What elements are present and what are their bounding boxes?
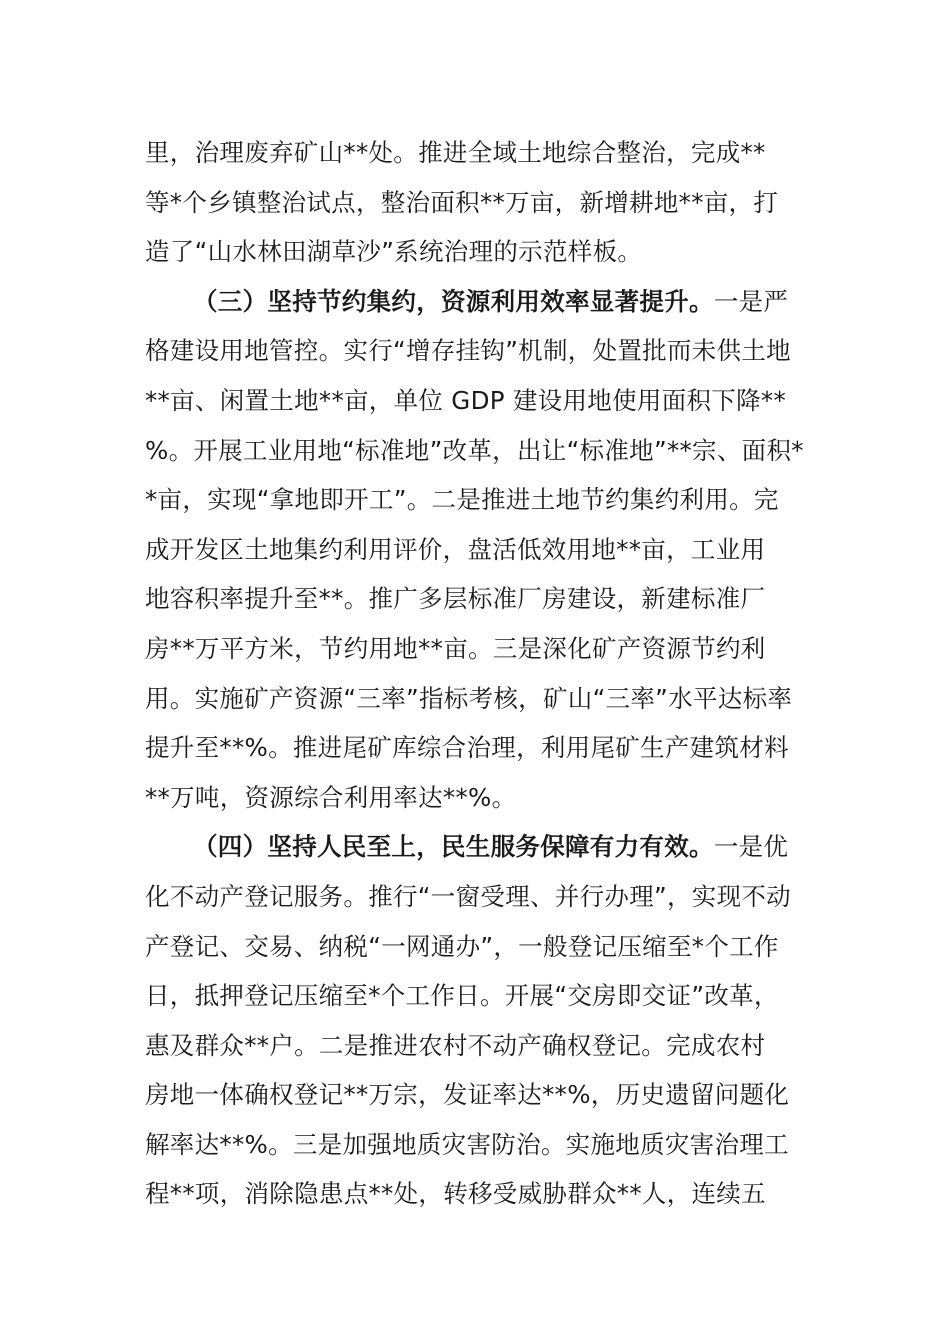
paragraph-line: 解率达**%。三是加强地质灾害防治。实施地质灾害治理工: [145, 1129, 789, 1159]
paragraph-line: 程**项，消除隐患点**处，转移受威胁群众**人，连续五: [145, 1179, 766, 1209]
paragraph-line: 房**万平方米，节约用地**亩。三是深化矿产资源节约利: [145, 633, 766, 663]
paragraph-line: **亩、闲置土地**亩，单位 GDP 建设用地使用面积下降**: [145, 385, 786, 415]
section-four-first-line-rest: 一是优: [713, 832, 789, 862]
paragraph-line: 里，治理废弃矿山**处。推进全域土地综合整治，完成**: [145, 138, 766, 167]
paragraph-line: 地容积率提升至**。推广多层标准厂房建设，新建标准厂: [145, 584, 766, 614]
paragraph-line: 惠及群众**户。二是推进农村不动产确权登记。完成农村: [145, 1030, 766, 1060]
paragraph-line: 造了“山水林田湖草沙”系统治理的示范样板。: [145, 237, 643, 267]
paragraph-line: 提升至**%。推进尾矿库综合治理，利用尾矿生产建筑材料: [145, 733, 789, 763]
paragraph-line: 格建设用地管控。实行“增存挂钩”机制，处置批而未供土地: [145, 336, 791, 366]
document-body: [145, 128, 810, 1219]
paragraph-line: 产登记、交易、纳税“一网通办”，一般登记压缩至*个工作: [145, 931, 779, 961]
paragraph-line: 成开发区土地集约利用评价，盘活低效用地**亩，工业用: [145, 534, 766, 564]
section-three-first-line: [145, 277, 810, 327]
section-four-first-line: [145, 822, 810, 872]
section-three-heading: （三）坚持节约集约，资源利用效率显著提升。: [193, 286, 714, 316]
paragraph-line: 用。实施矿产资源“三率”指标考核，矿山“三率”水平达标率: [145, 683, 793, 713]
paragraph-line: 等*个乡镇整治试点，整治面积**万亩，新增耕地**亩，打: [145, 187, 779, 217]
paragraph-line: %。开展工业用地“标准地”改革，出让“标准地”**宗、面积*: [145, 435, 804, 465]
paragraph-line: 化不动产登记服务。推行“一窗受理、并行办理”，实现不动: [145, 881, 791, 911]
paragraph-line: 日，抵押登记压缩至*个工作日。开展“交房即交证”改革，: [145, 981, 779, 1011]
paragraph-line: **万吨，资源综合利用率达**%。: [145, 782, 517, 812]
section-three-first-line-rest: 一是严: [713, 286, 789, 316]
paragraph-line: 房地一体确权登记**万宗，发证率达**%，历史遗留问题化: [145, 1080, 790, 1110]
paragraph-line: *亩，实现“拿地即开工”。二是推进土地节约集约利用。完: [145, 485, 779, 515]
section-four-heading: （四）坚持人民至上，民生服务保障有力有效。: [193, 832, 714, 862]
